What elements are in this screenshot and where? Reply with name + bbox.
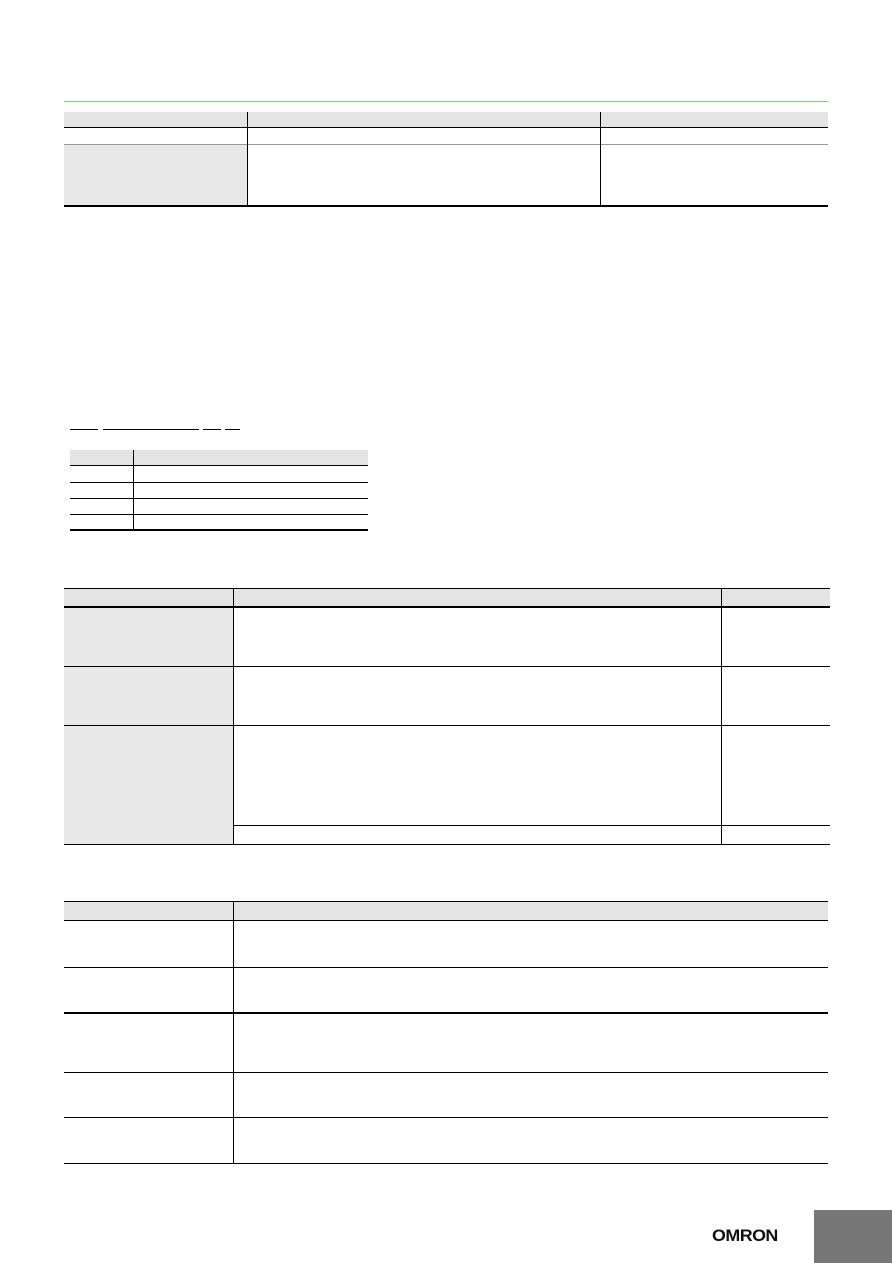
model-code-segment-2 xyxy=(103,429,199,430)
table-2-row-rule-3 xyxy=(70,514,368,515)
model-code-segment-3 xyxy=(203,429,221,430)
table-3-row-rule-3 xyxy=(233,825,830,826)
table-2-row-rule-1 xyxy=(70,482,368,483)
table-4-top-rule xyxy=(64,901,828,902)
table-3-top-rule xyxy=(64,588,830,589)
table-4-col-divider xyxy=(233,902,234,1164)
model-code-segment-1 xyxy=(70,429,98,430)
table-4-bottom-rule xyxy=(64,1163,828,1164)
accent-rule xyxy=(64,101,828,102)
table-2-header xyxy=(70,450,368,465)
table-4-row-rule-3 xyxy=(64,1072,828,1073)
table-1-col-divider-1 xyxy=(247,112,248,206)
table-1-header-rule xyxy=(64,127,828,128)
omron-logo: OMRON xyxy=(712,1226,778,1245)
table-1-row-label-cell xyxy=(64,145,247,205)
table-1-col-divider-2 xyxy=(600,112,601,206)
table-3-col-divider-2 xyxy=(721,589,722,845)
table-4-header xyxy=(64,902,828,920)
table-1-bottom-rule xyxy=(64,205,828,207)
table-4-header-rule xyxy=(64,920,828,921)
table-3-row-1-label xyxy=(64,608,233,666)
table-2-row-rule-2 xyxy=(70,498,368,499)
table-4-row-rule-2 xyxy=(64,1012,828,1014)
table-3-bottom-rule xyxy=(64,844,830,845)
table-4-row-rule-1 xyxy=(64,967,828,968)
table-2-bottom-rule xyxy=(70,529,368,531)
table-3-col-divider-1 xyxy=(233,589,234,845)
table-2-header-rule xyxy=(70,465,368,466)
table-2-col-divider xyxy=(133,450,134,531)
table-4-row-rule-4 xyxy=(64,1117,828,1118)
table-3-header xyxy=(64,589,830,606)
table-3-row-2-label xyxy=(64,667,233,725)
table-3-row-3-label xyxy=(64,726,233,844)
table-1-header xyxy=(64,112,828,127)
page-tab xyxy=(814,1210,892,1263)
model-code-segment-4 xyxy=(225,429,240,430)
